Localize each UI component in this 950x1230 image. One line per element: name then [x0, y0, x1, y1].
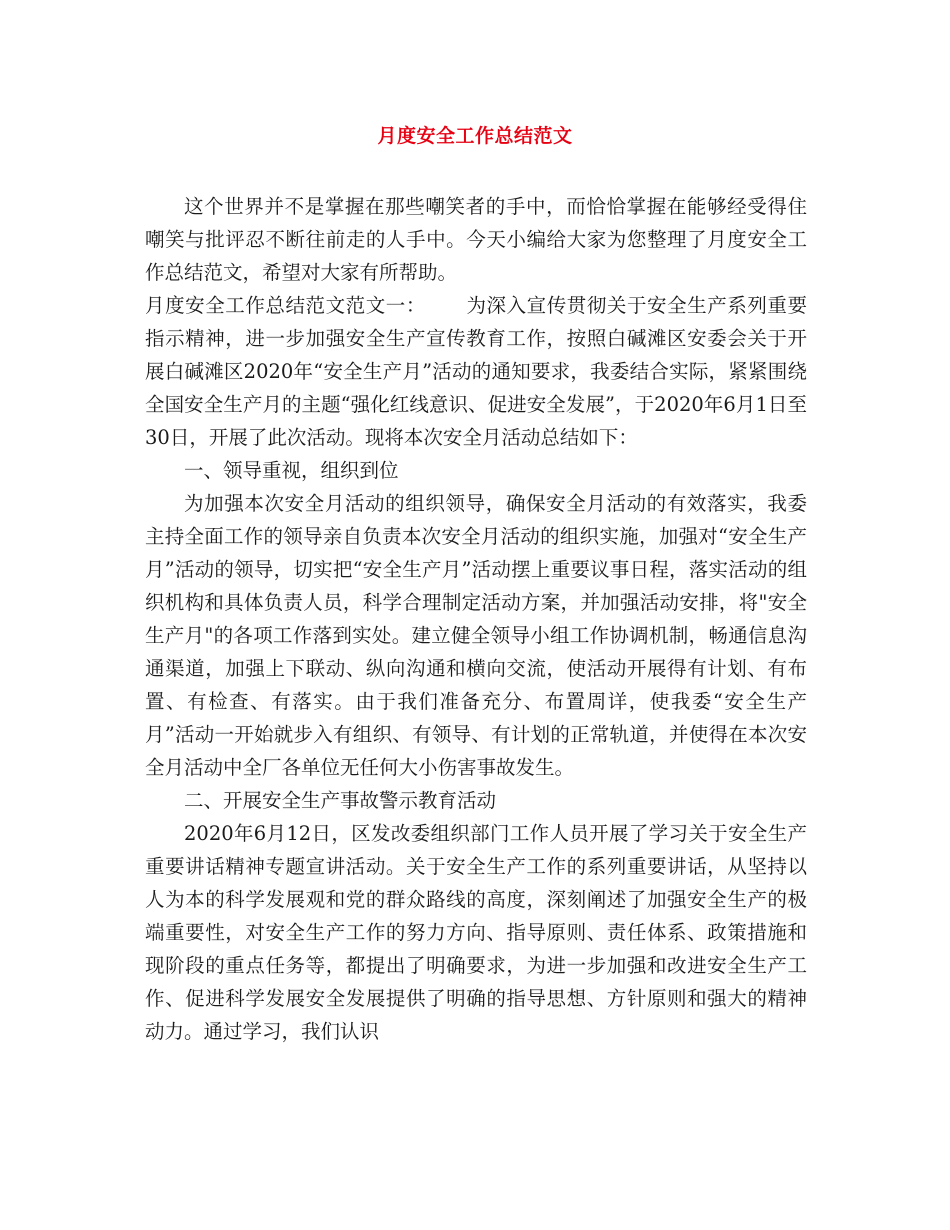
section2-paragraph: 2020年6月12日，区发改委组织部门工作人员开展了学习关于安全生产重要讲话精神专题宣讲活动。关于安全生产工作的系列重要讲话，从坚持以人为本的科学发展观和党的群众路线的高度，深刻阐述了加强安全生产的极端重要性，对安全生产工作的努力方向、指导原则、责任体系、政策措施和现阶段的重点任务等，都提出了明确要求，为进一步加强和改进安全生产工作、促进科学发展安全发展提供了明确的指导思想、方针原则和强大的精神动力。通过学习，我们认识 [145, 822, 807, 1043]
sample-label: 月度安全工作总结范文范文一： [145, 294, 426, 317]
intro-paragraph: 这个世界并不是掌握在那些嘲笑者的手中，而恰恰掌握在能够经受得住嘲笑与批评忍不断往前走的人手中。今天小编给大家为您整理了月度安全工作总结范文，希望对大家有所帮助。 [145, 195, 807, 284]
section1-paragraph: 为加强本次安全月活动的组织领导，确保安全月活动的有效落实，我委主持全面工作的领导亲自负责本次安全月活动的组织实施，加强对“安全生产月”活动的领导，切实把“安全生产月”活动摆上重要议事日程，落实活动的组织机构和具体负责人员，科学合理制定活动方案，并加强活动安排，将"安全生产月"的各项工作落到实处。建立健全领导小组工作协调机制，畅通信息沟通渠道，加强上下联动、纵向沟通和横向交流，使活动开展得有计划、有布置、有检查、有落实。由于我们准备充分、布置周详，使我委“安全生产月”活动一开始就步入有组织、有领导、有计划的正常轨道，并使得在本次安全月活动中全厂各单位无任何大小伤害事故发生。 [145, 492, 807, 779]
sample-intro-text: 为深入宣传贯彻关于安全生产系列重要指示精神，进一步加强安全生产宣传教育工作，按照白碱滩区安委会关于开展白碱滩区2020年“安全生产月”活动的通知要求，我委结合实际，紧紧围绕全国安全生产月的主题“强化红线意识、促进安全发展”，于2020年6月1日至30日，开展了此次活动。现将本次安全月活动总结如下： [145, 294, 807, 449]
document-title: 月度安全工作总结范文 [377, 125, 573, 147]
section1-heading: 一、领导重视，组织到位 [184, 459, 399, 482]
section2-heading: 二、开展安全生产事故警示教育活动 [184, 789, 497, 812]
document-body [145, 190, 807, 1048]
sample-intro-paragraph [145, 289, 807, 454]
